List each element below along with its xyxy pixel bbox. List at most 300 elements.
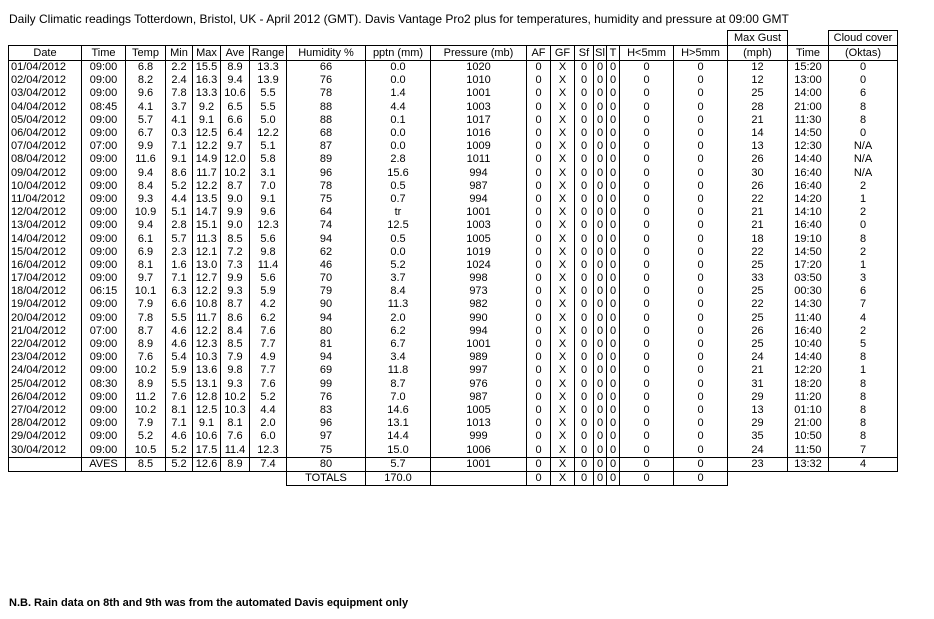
table-cell: 12:20 xyxy=(788,364,829,377)
totals-pptn: 170.0 xyxy=(366,471,431,485)
table-cell: X xyxy=(551,246,575,259)
table-cell: 1013 xyxy=(431,417,527,430)
table-cell: 0 xyxy=(674,443,728,457)
table-cell: 0 xyxy=(620,325,674,338)
table-cell: X xyxy=(551,338,575,351)
table-cell: 10.6 xyxy=(193,430,221,443)
table-cell: 0 xyxy=(620,391,674,404)
table-cell: 09:00 xyxy=(82,193,126,206)
table-cell: 10.2 xyxy=(221,167,250,180)
table-cell: 2.8 xyxy=(166,219,193,232)
table-cell: 0 xyxy=(527,338,551,351)
table-cell: 8.7 xyxy=(366,378,431,391)
table-cell: 94 xyxy=(287,232,366,245)
table-cell: 4.1 xyxy=(166,114,193,127)
table-cell: 4.1 xyxy=(126,101,166,114)
table-cell: 09:00 xyxy=(82,219,126,232)
table-cell: 0 xyxy=(607,272,620,285)
table-cell: 0 xyxy=(607,259,620,272)
table-cell: X xyxy=(551,74,575,87)
table-cell: 09:00 xyxy=(82,167,126,180)
table-cell: 0 xyxy=(620,246,674,259)
average-cell: 1001 xyxy=(431,457,527,471)
table-cell: 11.3 xyxy=(366,298,431,311)
date-cell: 08/04/2012 xyxy=(9,153,82,166)
table-cell: 6.6 xyxy=(166,298,193,311)
table-cell: 7.9 xyxy=(221,351,250,364)
table-cell: 994 xyxy=(431,167,527,180)
table-cell: 9.6 xyxy=(250,206,287,219)
table-cell: 21 xyxy=(728,364,788,377)
table-cell: 09:00 xyxy=(82,404,126,417)
table-cell: 8.2 xyxy=(126,74,166,87)
table-cell: 76 xyxy=(287,74,366,87)
table-cell: 8.4 xyxy=(221,325,250,338)
table-cell: 0 xyxy=(594,101,607,114)
table-cell: 0 xyxy=(527,246,551,259)
table-cell: 10.3 xyxy=(221,404,250,417)
table-cell: 97 xyxy=(287,430,366,443)
table-cell: 29 xyxy=(728,417,788,430)
table-cell: 11:20 xyxy=(788,391,829,404)
table-cell: X xyxy=(551,378,575,391)
table-cell: 11.7 xyxy=(193,167,221,180)
table-cell: 11.3 xyxy=(193,232,221,245)
table-cell: 12.7 xyxy=(193,272,221,285)
table-cell: 06:15 xyxy=(82,285,126,298)
table-cell: 8.6 xyxy=(221,312,250,325)
table-cell: 0 xyxy=(674,338,728,351)
table-cell: 0 xyxy=(607,364,620,377)
table-cell: 69 xyxy=(287,364,366,377)
table-cell: 0 xyxy=(527,114,551,127)
table-cell: 66 xyxy=(287,61,366,75)
table-cell: 14:50 xyxy=(788,246,829,259)
table-cell: 8.4 xyxy=(366,285,431,298)
table-cell: 0 xyxy=(575,404,594,417)
table-cell: 12.1 xyxy=(193,246,221,259)
table-cell: 0 xyxy=(607,232,620,245)
table-cell: 75 xyxy=(287,193,366,206)
column-header: Time xyxy=(82,46,126,61)
table-cell: 0 xyxy=(620,364,674,377)
table-cell: 21:00 xyxy=(788,101,829,114)
table-cell: 10.2 xyxy=(126,404,166,417)
table-cell: 990 xyxy=(431,312,527,325)
table-cell: 0 xyxy=(527,391,551,404)
table-row xyxy=(9,87,898,100)
table-cell: 13.3 xyxy=(193,87,221,100)
table-cell: 10.5 xyxy=(126,443,166,457)
average-cell: 0 xyxy=(594,457,607,471)
table-cell: 0 xyxy=(527,140,551,153)
table-cell: 0 xyxy=(594,338,607,351)
table-cell: 12.2 xyxy=(193,140,221,153)
table-cell: 1009 xyxy=(431,140,527,153)
table-cell: N/A xyxy=(829,167,898,180)
column-header: Sf xyxy=(575,46,594,61)
table-cell: 0 xyxy=(674,193,728,206)
table-cell: 0 xyxy=(594,153,607,166)
table-cell: 13.5 xyxy=(193,193,221,206)
table-cell: 18:20 xyxy=(788,378,829,391)
table-cell: 11.8 xyxy=(366,364,431,377)
table-cell: 9.1 xyxy=(250,193,287,206)
table-cell: 9.4 xyxy=(126,167,166,180)
table-cell: 989 xyxy=(431,351,527,364)
table-cell: 2.3 xyxy=(166,246,193,259)
table-cell: 3 xyxy=(829,272,898,285)
table-cell: 0 xyxy=(607,417,620,430)
table-cell: 6.8 xyxy=(126,61,166,75)
table-cell: 11.4 xyxy=(250,259,287,272)
column-header: Temp xyxy=(126,46,166,61)
table-cell: 0 xyxy=(575,443,594,457)
table-cell: 8 xyxy=(829,430,898,443)
table-cell: 19:10 xyxy=(788,232,829,245)
table-cell: 12.2 xyxy=(193,285,221,298)
date-cell: 16/04/2012 xyxy=(9,259,82,272)
table-row xyxy=(9,114,898,127)
table-cell: 4.6 xyxy=(166,338,193,351)
table-cell: 96 xyxy=(287,417,366,430)
table-cell: 7 xyxy=(829,298,898,311)
date-cell: 20/04/2012 xyxy=(9,312,82,325)
table-cell: 0 xyxy=(607,404,620,417)
table-cell: 8 xyxy=(829,114,898,127)
table-row xyxy=(9,180,898,193)
table-cell: 2 xyxy=(829,206,898,219)
table-cell: 0 xyxy=(620,232,674,245)
table-cell: 0.0 xyxy=(366,74,431,87)
table-cell: 4.2 xyxy=(250,298,287,311)
table-cell: 0 xyxy=(575,74,594,87)
table-cell: 973 xyxy=(431,285,527,298)
table-cell: 0 xyxy=(594,140,607,153)
table-cell: 0 xyxy=(674,259,728,272)
table-cell: 7.7 xyxy=(250,338,287,351)
table-cell: 4.4 xyxy=(366,101,431,114)
table-cell: 6.4 xyxy=(221,127,250,140)
table-cell: X xyxy=(551,259,575,272)
table-cell: 09:00 xyxy=(82,232,126,245)
table-cell: 0 xyxy=(594,298,607,311)
table-cell: 0.7 xyxy=(366,193,431,206)
table-cell: 0 xyxy=(575,312,594,325)
table-cell: 09:00 xyxy=(82,338,126,351)
table-cell: X xyxy=(551,61,575,75)
table-cell: 7.1 xyxy=(166,272,193,285)
table-cell: 0 xyxy=(829,219,898,232)
table-cell: 2.8 xyxy=(366,153,431,166)
table-cell: 6.5 xyxy=(221,101,250,114)
table-cell: 09:00 xyxy=(82,87,126,100)
table-cell: 12 xyxy=(728,61,788,75)
table-row xyxy=(9,259,898,272)
table-cell: 12.5 xyxy=(193,404,221,417)
table-cell: X xyxy=(551,140,575,153)
table-row xyxy=(9,417,898,430)
table-cell: 76 xyxy=(287,391,366,404)
table-cell: 8.5 xyxy=(221,232,250,245)
table-cell: 9.2 xyxy=(193,101,221,114)
table-cell: 9.3 xyxy=(221,378,250,391)
table-cell: 1016 xyxy=(431,127,527,140)
table-cell: 09:00 xyxy=(82,246,126,259)
table-cell: 0 xyxy=(620,312,674,325)
table-cell: 17.5 xyxy=(193,443,221,457)
table-cell: 22 xyxy=(728,298,788,311)
table-cell: 0 xyxy=(527,87,551,100)
table-cell: 0 xyxy=(607,443,620,457)
table-cell: 0 xyxy=(674,325,728,338)
table-cell: 0 xyxy=(674,127,728,140)
table-cell: 6.2 xyxy=(250,312,287,325)
table-cell: 1 xyxy=(829,364,898,377)
table-cell: 8.1 xyxy=(221,417,250,430)
table-cell: 0 xyxy=(674,285,728,298)
table-cell: 0 xyxy=(674,391,728,404)
date-cell: 24/04/2012 xyxy=(9,364,82,377)
table-cell: 0.0 xyxy=(366,140,431,153)
table-cell: 7.6 xyxy=(166,391,193,404)
table-cell: 3.1 xyxy=(250,167,287,180)
table-cell: 8 xyxy=(829,404,898,417)
table-cell: 01:10 xyxy=(788,404,829,417)
table-cell: X xyxy=(551,404,575,417)
table-cell: 8.4 xyxy=(126,180,166,193)
table-cell: 0 xyxy=(607,114,620,127)
table-cell: 6.2 xyxy=(366,325,431,338)
date-cell: 07/04/2012 xyxy=(9,140,82,153)
table-cell: 1001 xyxy=(431,338,527,351)
date-cell: 17/04/2012 xyxy=(9,272,82,285)
table-cell: 0 xyxy=(575,153,594,166)
column-header: GF xyxy=(551,46,575,61)
table-cell: 1.4 xyxy=(366,87,431,100)
table-cell: 0 xyxy=(527,127,551,140)
table-cell: 0 xyxy=(575,167,594,180)
table-cell: 09:00 xyxy=(82,127,126,140)
table-cell: 0 xyxy=(607,298,620,311)
table-cell: 0 xyxy=(594,167,607,180)
table-cell: 6.6 xyxy=(221,114,250,127)
table-cell: 0 xyxy=(527,206,551,219)
table-cell: 9.7 xyxy=(126,272,166,285)
table-cell: 24 xyxy=(728,443,788,457)
table-cell: 35 xyxy=(728,430,788,443)
table-row xyxy=(9,430,898,443)
table-cell: 10.2 xyxy=(221,391,250,404)
table-cell: 0 xyxy=(674,364,728,377)
table-cell: 0 xyxy=(620,443,674,457)
average-cell: 23 xyxy=(728,457,788,471)
table-cell: 0.0 xyxy=(366,246,431,259)
table-row xyxy=(9,219,898,232)
table-cell: 0 xyxy=(527,351,551,364)
table-cell: X xyxy=(551,430,575,443)
column-header: Pressure (mb) xyxy=(431,46,527,61)
table-cell: 8.7 xyxy=(221,180,250,193)
table-cell: 09:00 xyxy=(82,153,126,166)
table-cell: 9.0 xyxy=(221,193,250,206)
table-cell: 0 xyxy=(620,298,674,311)
average-cell: 5.7 xyxy=(366,457,431,471)
table-cell: 8.9 xyxy=(126,378,166,391)
table-cell: 987 xyxy=(431,391,527,404)
table-cell: 0 xyxy=(575,417,594,430)
table-cell: 0 xyxy=(674,417,728,430)
date-cell: 14/04/2012 xyxy=(9,232,82,245)
table-cell: X xyxy=(551,298,575,311)
average-cell: 0 xyxy=(674,457,728,471)
table-cell: 7.6 xyxy=(126,351,166,364)
column-header: Min xyxy=(166,46,193,61)
date-cell: 23/04/2012 xyxy=(9,351,82,364)
table-cell: 09:00 xyxy=(82,364,126,377)
table-cell: 0 xyxy=(620,101,674,114)
table-cell: 14:50 xyxy=(788,127,829,140)
table-cell: 0 xyxy=(527,285,551,298)
table-cell: 1003 xyxy=(431,101,527,114)
table-cell: X xyxy=(551,232,575,245)
table-cell: 0 xyxy=(594,193,607,206)
table-cell: 09:00 xyxy=(82,272,126,285)
table-cell: 25 xyxy=(728,312,788,325)
table-cell: 09:00 xyxy=(82,351,126,364)
table-cell: 0 xyxy=(607,140,620,153)
table-cell: 15.6 xyxy=(366,167,431,180)
table-cell: 16:40 xyxy=(788,219,829,232)
table-cell: 0 xyxy=(575,430,594,443)
table-cell: 0 xyxy=(575,140,594,153)
table-cell: 0 xyxy=(575,285,594,298)
table-cell: 64 xyxy=(287,206,366,219)
table-cell: 0 xyxy=(575,298,594,311)
table-cell: 11:50 xyxy=(788,443,829,457)
table-cell: 0 xyxy=(594,364,607,377)
table-cell: 12 xyxy=(728,74,788,87)
table-cell: 1019 xyxy=(431,246,527,259)
table-cell: 0 xyxy=(607,127,620,140)
table-cell: 26 xyxy=(728,153,788,166)
table-cell: 25 xyxy=(728,87,788,100)
table-row xyxy=(9,74,898,87)
table-cell: 0 xyxy=(594,272,607,285)
table-cell: 0 xyxy=(620,285,674,298)
table-cell: 0 xyxy=(594,127,607,140)
table-cell: 5.6 xyxy=(250,232,287,245)
table-cell: 2.2 xyxy=(166,61,193,75)
table-row xyxy=(9,443,898,457)
table-cell: 6.9 xyxy=(126,246,166,259)
table-cell: 0.1 xyxy=(366,114,431,127)
table-cell: 5.2 xyxy=(166,180,193,193)
table-cell: 0 xyxy=(594,312,607,325)
table-cell: 7.9 xyxy=(126,298,166,311)
date-cell: 03/04/2012 xyxy=(9,87,82,100)
table-cell: 0 xyxy=(674,61,728,75)
date-cell: 09/04/2012 xyxy=(9,167,82,180)
table-cell: 0 xyxy=(594,443,607,457)
table-cell: 7.7 xyxy=(250,364,287,377)
table-cell: 4.4 xyxy=(250,404,287,417)
date-cell: 06/04/2012 xyxy=(9,127,82,140)
table-cell: 0 xyxy=(527,153,551,166)
table-row xyxy=(9,232,898,245)
table-cell: 0 xyxy=(594,430,607,443)
column-header: Sl xyxy=(595,46,605,59)
table-cell: 7.9 xyxy=(126,417,166,430)
table-cell: 0 xyxy=(527,61,551,75)
column-header: (mph) xyxy=(728,46,788,61)
table-cell: 0 xyxy=(594,61,607,75)
table-cell: 5.4 xyxy=(166,351,193,364)
table-cell: 70 xyxy=(287,272,366,285)
table-cell: 0 xyxy=(607,167,620,180)
table-cell: 0 xyxy=(620,87,674,100)
table-cell: 9.1 xyxy=(193,417,221,430)
table-cell: 09:00 xyxy=(82,74,126,87)
table-cell: 5 xyxy=(829,338,898,351)
table-cell: 9.9 xyxy=(221,272,250,285)
table-cell: 12.0 xyxy=(221,153,250,166)
table-cell: 5.2 xyxy=(366,259,431,272)
table-cell: 8.9 xyxy=(221,61,250,75)
date-cell: 02/04/2012 xyxy=(9,74,82,87)
totals-gf: X xyxy=(551,471,575,485)
table-cell: 6.1 xyxy=(126,232,166,245)
table-cell: X xyxy=(551,443,575,457)
spacer xyxy=(9,471,287,485)
table-cell: 5.5 xyxy=(250,101,287,114)
table-cell: X xyxy=(551,391,575,404)
date-cell: 21/04/2012 xyxy=(9,325,82,338)
table-cell: 12.2 xyxy=(250,127,287,140)
date-cell: 27/04/2012 xyxy=(9,404,82,417)
table-cell: 78 xyxy=(287,87,366,100)
table-cell: 75 xyxy=(287,443,366,457)
table-cell: 0 xyxy=(829,61,898,75)
table-cell: 8.7 xyxy=(126,325,166,338)
table-row xyxy=(9,167,898,180)
table-cell: 88 xyxy=(287,114,366,127)
table-cell: 0 xyxy=(575,232,594,245)
table-cell: 6.3 xyxy=(166,285,193,298)
table-row xyxy=(9,325,898,338)
table-cell: X xyxy=(551,153,575,166)
table-cell: 7.0 xyxy=(250,180,287,193)
table-cell: 09:00 xyxy=(82,61,126,75)
date-cell: 01/04/2012 xyxy=(9,61,82,75)
table-cell: 7.1 xyxy=(166,417,193,430)
table-cell: 1011 xyxy=(431,153,527,166)
table-cell: 0 xyxy=(527,417,551,430)
table-cell: 9.8 xyxy=(221,364,250,377)
table-cell: 0 xyxy=(674,219,728,232)
table-cell: 9.7 xyxy=(221,140,250,153)
average-cell xyxy=(9,457,82,471)
table-cell: 1001 xyxy=(431,206,527,219)
table-cell: 0 xyxy=(527,167,551,180)
table-cell: 0 xyxy=(607,325,620,338)
table-cell: 0 xyxy=(674,101,728,114)
table-cell: 0 xyxy=(620,338,674,351)
table-cell: 09:00 xyxy=(82,443,126,457)
table-cell: 16:40 xyxy=(788,180,829,193)
average-cell: 0 xyxy=(607,457,620,471)
table-cell: 13.1 xyxy=(366,417,431,430)
